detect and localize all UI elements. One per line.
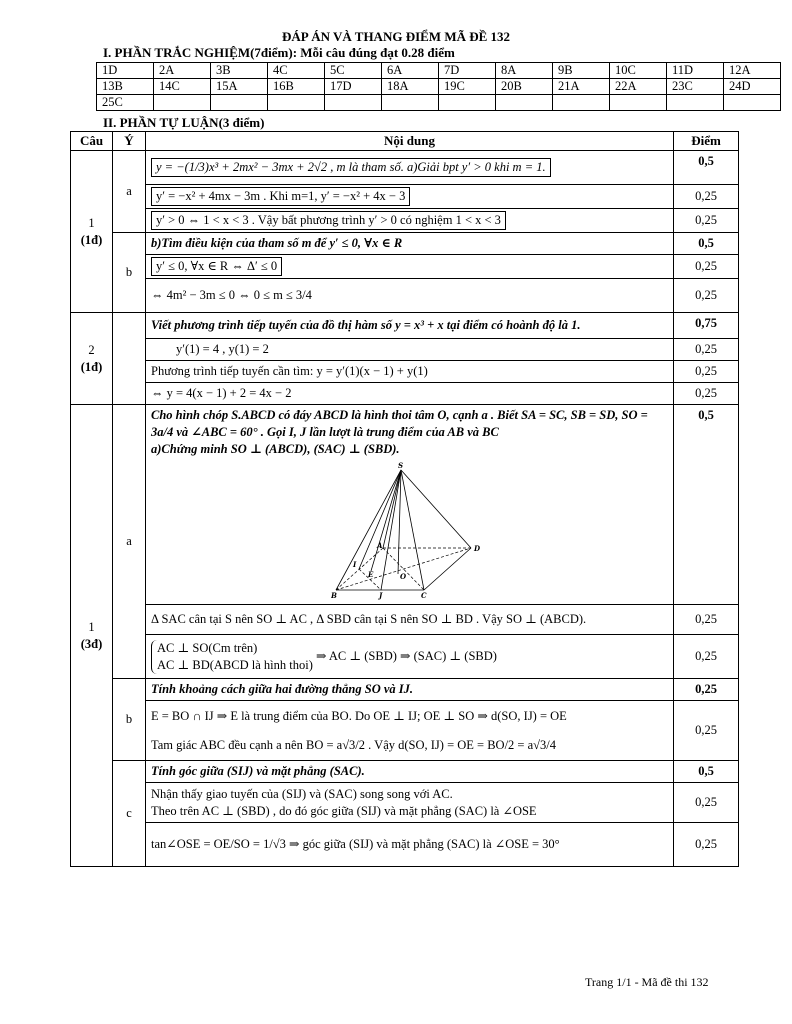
label-o: O bbox=[400, 572, 407, 581]
section2-heading: II. PHẦN TỰ LUẬN(3 điểm) bbox=[103, 115, 265, 130]
mc-answer-cell: 25C bbox=[97, 95, 154, 111]
label-c: C bbox=[421, 591, 427, 600]
mc-answer-cell: 5C bbox=[325, 63, 382, 79]
q3a-row3: AC ⊥ SO(Cm trên) AC ⊥ BD(ABCD là hình thoi) ⇒ AC ⊥ (SBD) ⇒ (SAC) ⊥ (SBD) bbox=[146, 635, 674, 679]
mc-answer-cell bbox=[667, 95, 724, 111]
header-diem: Điểm bbox=[674, 132, 739, 151]
q3c-row3: tan∠OSE = OE/SO = 1/√3 ⇒ góc giữa (SIJ) và mặt phẳng (SAC) là ∠OSE = 30° bbox=[146, 823, 674, 867]
mc-answer-cell bbox=[382, 95, 439, 111]
q2-label-empty bbox=[113, 313, 146, 405]
q3c-label: c bbox=[113, 761, 146, 867]
q2-row2-points: 0,25 bbox=[674, 339, 739, 361]
q1-points: (1đ) bbox=[80, 232, 103, 247]
q3-number: 1 bbox=[88, 619, 95, 634]
q1a-row3: y′ > 0 ⇔ 1 < x < 3 . Vậy bất phương trình y′ > 0 có nghiệm 1 < x < 3 bbox=[146, 209, 674, 233]
q2-row1: Viết phương trình tiếp tuyến của đồ thị hàm số y = x³ + x tại điểm có hoành độ là 1. bbox=[146, 313, 674, 339]
mc-answer-cell: 19C bbox=[439, 79, 496, 95]
q1a-row3-points: 0,25 bbox=[674, 209, 739, 233]
q1b-row3: ⇔ 4m² − 3m ≤ 0 ⇔ 0 ≤ m ≤ 3/4 bbox=[146, 279, 674, 313]
q3a-problem: Cho hình chóp S.ABCD có đáy ABCD là hình thoi tâm O, cạnh a . Biết SA = SC, SB = SD, SO = 3a/4 và ∠ABC = 60° . Gọi I, J lần lượt là trung điểm của AB và BC bbox=[151, 408, 648, 439]
page-title: ĐÁP ÁN VÀ THANG ĐIỂM MÃ ĐỀ 132 bbox=[281, 29, 511, 44]
mc-answer-cell: 2A bbox=[154, 63, 211, 79]
mc-row bbox=[97, 63, 781, 79]
mc-answer-cell: 22A bbox=[610, 79, 667, 95]
q3b-row1-points: 0,25 bbox=[674, 679, 739, 701]
q3a-system-brace: AC ⊥ SO(Cm trên) AC ⊥ BD(ABCD là hình thoi) bbox=[151, 640, 313, 674]
mc-answer-cell bbox=[610, 95, 667, 111]
q3c-row1-points: 0,5 bbox=[674, 761, 739, 783]
label-e: E bbox=[368, 570, 374, 579]
q2-row2: y′(1) = 4 , y(1) = 2 bbox=[146, 339, 674, 361]
q1a-row2-points: 0,25 bbox=[674, 185, 739, 209]
mc-answer-cell: 8A bbox=[496, 63, 553, 79]
mc-answer-cell: 6A bbox=[382, 63, 439, 79]
q3c-row2: Nhận thấy giao tuyến của (SIJ) và (SAC) song song với AC. Theo trên AC ⊥ (SBD) , do đó góc giữa (SIJ) và mặt phẳng (SAC) là ∠OSE bbox=[146, 783, 674, 823]
mc-answer-cell bbox=[154, 95, 211, 111]
q3b-row2-points: 0,25 bbox=[674, 701, 739, 761]
q1b-row1: b)Tìm điều kiện của tham số m để y′ ≤ 0, ∀x ∈ R bbox=[146, 233, 674, 255]
mc-answer-cell bbox=[268, 95, 325, 111]
q1b-row2: y′ ≤ 0, ∀x ∈ R ⇔ Δ′ ≤ 0 bbox=[146, 255, 674, 279]
q3-number-cell bbox=[71, 405, 113, 867]
mc-answer-cell: 21A bbox=[553, 79, 610, 95]
mc-answer-cell: 13B bbox=[97, 79, 154, 95]
label-d: D bbox=[474, 544, 481, 553]
q1a-row2: y′ = −x² + 4mx − 3m . Khi m=1, y′ = −x² + 4x − 3 bbox=[146, 185, 674, 209]
mc-answer-cell bbox=[325, 95, 382, 111]
q1a-row1-points: 0,5 bbox=[674, 151, 739, 185]
multiple-choice-answer-table bbox=[96, 62, 781, 111]
mc-answer-cell: 11D bbox=[667, 63, 724, 79]
header-cau: Câu bbox=[71, 132, 113, 151]
q3b-label: b bbox=[113, 679, 146, 761]
header-y: Ý bbox=[113, 132, 146, 151]
q1b-label: b bbox=[113, 233, 146, 313]
mc-answer-cell bbox=[553, 95, 610, 111]
q3a-task: a)Chứng minh SO ⊥ (ABCD), (SAC) ⊥ (SBD). bbox=[151, 442, 400, 456]
q1-number: 1 bbox=[88, 215, 95, 230]
q1b-row3-points: 0,25 bbox=[674, 279, 739, 313]
q3a-row3-points: 0,25 bbox=[674, 635, 739, 679]
q1-number-cell bbox=[71, 151, 113, 313]
mc-answer-cell: 23C bbox=[667, 79, 724, 95]
label-s: S bbox=[398, 462, 404, 470]
label-b: B bbox=[331, 591, 337, 600]
mc-answer-cell: 20B bbox=[496, 79, 553, 95]
q3b-row2: E = BO ∩ IJ ⇒ E là trung điểm của BO. Do OE ⊥ IJ; OE ⊥ SO ⇒ d(SO, IJ) = OE Tam giác ABC đều cạnh a nên BO = a√3/2 . Vậy d(SO, IJ) = OE = BO/2 = a√3/4 bbox=[146, 701, 674, 761]
q3a-label: a bbox=[113, 405, 146, 679]
label-i: I bbox=[353, 560, 357, 569]
q3a-row2-points: 0,25 bbox=[674, 605, 739, 635]
q2-row3-points: 0,25 bbox=[674, 361, 739, 383]
q2-row1-points: 0,75 bbox=[674, 313, 739, 339]
q2-row4-points: 0,25 bbox=[674, 383, 739, 405]
q2-number: 2 bbox=[88, 342, 95, 357]
header-noidung: Nội dung bbox=[146, 132, 674, 151]
mc-answer-cell: 9B bbox=[553, 63, 610, 79]
q3a-problem-points: 0,5 bbox=[674, 405, 739, 605]
q1a-row1: y = −(1/3)x³ + 2mx² − 3mx + 2√2 , m là tham số. a)Giải bpt y′ > 0 khi m = 1. bbox=[146, 151, 674, 185]
q3a-problem-cell bbox=[146, 405, 674, 605]
mc-row bbox=[97, 95, 781, 111]
mc-answer-cell bbox=[439, 95, 496, 111]
q2-number-cell bbox=[71, 313, 113, 405]
label-a: A bbox=[377, 541, 383, 550]
q2-row3: Phương trình tiếp tuyến cần tìm: y = y′(1)(x − 1) + y(1) bbox=[146, 361, 674, 383]
mc-answer-cell: 16B bbox=[268, 79, 325, 95]
q3b-row1: Tính khoảng cách giữa hai đường thẳng SO và IJ. bbox=[146, 679, 674, 701]
essay-answer-table bbox=[70, 131, 739, 867]
q3a-row2: Δ SAC cân tại S nên SO ⊥ AC , Δ SBD cân tại S nên SO ⊥ BD . Vậy SO ⊥ (ABCD). bbox=[146, 605, 674, 635]
mc-answer-cell: 15A bbox=[211, 79, 268, 95]
mc-answer-cell: 24D bbox=[724, 79, 781, 95]
q2-points: (1đ) bbox=[80, 359, 103, 374]
mc-answer-cell bbox=[211, 95, 268, 111]
pyramid-figure bbox=[331, 462, 491, 602]
label-j: J bbox=[379, 591, 383, 600]
q1a-label: a bbox=[113, 151, 146, 233]
q1b-row1-points: 0,5 bbox=[674, 233, 739, 255]
mc-answer-cell: 4C bbox=[268, 63, 325, 79]
mc-answer-cell: 7D bbox=[439, 63, 496, 79]
mc-answer-cell: 14C bbox=[154, 79, 211, 95]
page-footer: Trang 1/1 - Mã đề thi 132 bbox=[585, 975, 709, 989]
mc-row bbox=[97, 79, 781, 95]
q3c-row1: Tính góc giữa (SIJ) và mặt phẳng (SAC). bbox=[146, 761, 674, 783]
q3-points: (3đ) bbox=[80, 636, 103, 651]
mc-answer-cell: 1D bbox=[97, 63, 154, 79]
q1b-row2-points: 0,25 bbox=[674, 255, 739, 279]
mc-answer-cell bbox=[724, 95, 781, 111]
mc-answer-cell: 17D bbox=[325, 79, 382, 95]
mc-answer-cell: 10C bbox=[610, 63, 667, 79]
section1-heading: I. PHẦN TRẮC NGHIỆM(7điểm): Mỗi câu đúng đạt 0.28 điểm bbox=[103, 45, 455, 60]
mc-answer-cell: 3B bbox=[211, 63, 268, 79]
mc-answer-cell: 18A bbox=[382, 79, 439, 95]
q2-row4: ⇔ y = 4(x − 1) + 2 = 4x − 2 bbox=[146, 383, 674, 405]
q3c-row3-points: 0,25 bbox=[674, 823, 739, 867]
mc-answer-cell bbox=[496, 95, 553, 111]
q3c-row2-points: 0,25 bbox=[674, 783, 739, 823]
mc-answer-cell: 12A bbox=[724, 63, 781, 79]
